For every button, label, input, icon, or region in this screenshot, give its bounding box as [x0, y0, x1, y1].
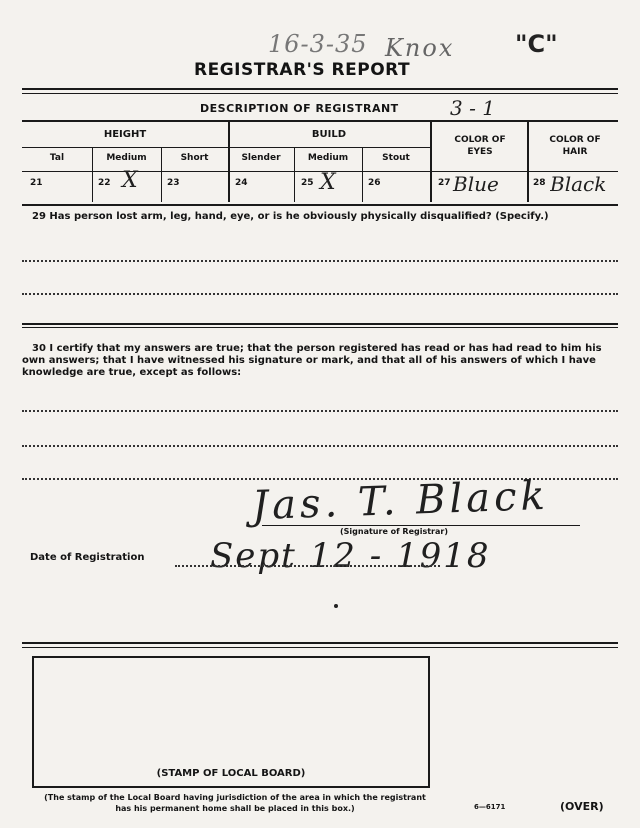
- form-number: 6—6171: [474, 803, 506, 811]
- col-short-label: Short: [180, 153, 209, 163]
- col-stout-label: Stout: [382, 153, 410, 163]
- v-build-eyes: [430, 120, 432, 202]
- section-title: DESCRIPTION OF REGISTRANT: [200, 102, 399, 115]
- mark-medium-height: X: [122, 168, 138, 193]
- hair-header: COLOR OF HAIR: [549, 135, 601, 157]
- cell-num-24: 24: [235, 178, 248, 188]
- cell-num-21: 21: [30, 178, 43, 188]
- cell-num-23: 23: [167, 178, 180, 188]
- col-tall-label: Tal: [49, 153, 65, 163]
- handwritten-mark: 3 - 1: [450, 96, 495, 120]
- signature-caption: (Signature of Registrar): [340, 527, 449, 536]
- cell-num-25: 25: [301, 178, 314, 188]
- date-line: [175, 565, 440, 567]
- cell-num-22: 22: [98, 178, 111, 188]
- lower-rule: [22, 642, 618, 644]
- eyes-value: Blue: [453, 172, 499, 196]
- top-rule-2: [22, 93, 618, 94]
- question-29: 29 Has person lost arm, leg, hand, eye, or is he obviously physically disqualified? (Specify.): [32, 211, 549, 222]
- v-eyes-hair: [527, 120, 529, 202]
- date-label: Date of Registration: [30, 552, 145, 563]
- cell-num-27: 27: [438, 178, 451, 188]
- stamp-note: (The stamp of the Local Board having jurisdiction of the area in which the registrant has his permanent home shall be placed in this box.): [44, 793, 426, 813]
- handwritten-letter: "C": [515, 30, 558, 58]
- cell-num-26: 26: [368, 178, 381, 188]
- mid-rule: [22, 323, 618, 325]
- table-rule-1: [22, 147, 430, 148]
- page-title: REGISTRAR'S REPORT: [194, 60, 411, 80]
- q29-line-2: [22, 293, 618, 295]
- col-medium-build-label: Medium: [307, 153, 349, 163]
- top-rule: [22, 88, 618, 90]
- question-30: 30 I certify that my answers are true; that the person registered has read or has had read to him his own answers; that I have witnessed his signature or mark, and that all of his answers of which I have knowledge are true, except as follows:: [22, 343, 602, 378]
- q29-line-1: [22, 260, 618, 262]
- registrar-signature: Jas. T. Black: [251, 472, 550, 530]
- col-medium-height-label: Medium: [106, 153, 147, 163]
- stamp-label: (STAMP OF LOCAL BOARD): [156, 768, 306, 779]
- q30-line-2: [22, 445, 618, 447]
- height-header: HEIGHT: [103, 129, 147, 140]
- col-slender-label: Slender: [241, 153, 281, 163]
- cell-num-28: 28: [533, 178, 546, 188]
- hair-value: Black: [550, 172, 607, 196]
- signature-line: [262, 525, 580, 526]
- eyes-header: COLOR OF EYES: [454, 135, 506, 157]
- handwritten-ref: 16-3-35: [268, 30, 368, 58]
- stray-dot: [334, 604, 338, 608]
- date-value: Sept 12 - 1918: [210, 536, 491, 576]
- handwritten-county: Knox: [385, 34, 455, 62]
- build-header: BUILD: [311, 129, 347, 140]
- q30-line-1: [22, 410, 618, 412]
- lower-rule-2: [22, 647, 618, 648]
- mid-rule-2: [22, 327, 618, 328]
- mark-medium-build: X: [320, 170, 336, 195]
- over-label: (OVER): [560, 800, 604, 813]
